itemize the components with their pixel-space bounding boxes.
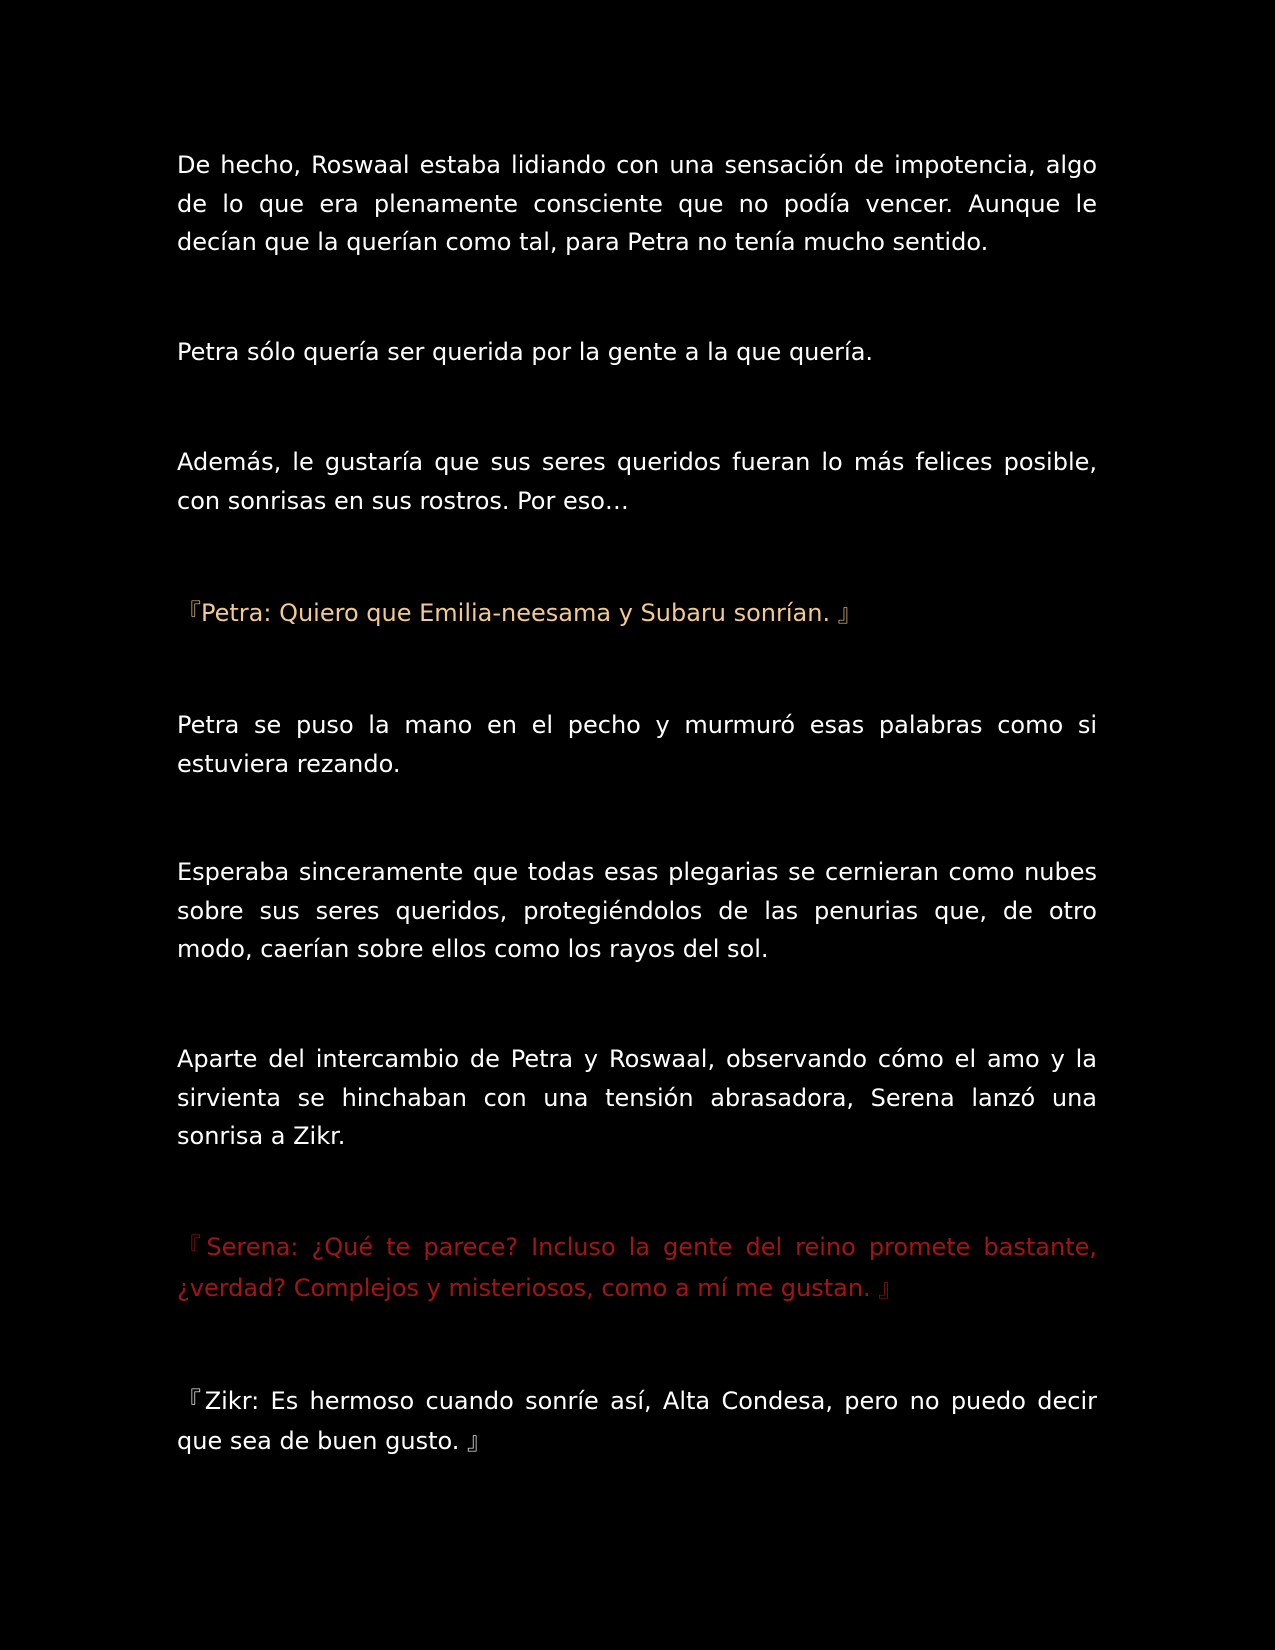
dialogue-zikr: 『Zikr: Es hermoso cuando sonríe así, Alta Condesa, pero no puedo decir que sea de buen gusto. 』 xyxy=(177,1387,1097,1455)
paragraph-narration: Petra sólo quería ser querida por la gente a la que quería. xyxy=(177,338,874,366)
paragraph-narration: Aparte del intercambio de Petra y Roswaal, observando cómo el amo y la sirvienta se hinchaban con una tensión abrasadora, Serena lanzó una sonrisa a Zikr. xyxy=(177,1045,1097,1150)
dialogue-petra: 『Petra: Quiero que Emilia-neesama y Subaru sonrían. 』 xyxy=(177,599,862,627)
paragraph-narration: Esperaba sinceramente que todas esas plegarias se cernieran como nubes sobre sus seres queridos, protegiéndolos de las penurias que, de otro modo, caerían sobre ellos como los rayos del sol. xyxy=(177,858,1097,963)
dialogue-serena: 『Serena: ¿Qué te parece? Incluso la gente del reino promete bastante, ¿verdad? Complejos y misteriosos, como a mí me gustan. 』 xyxy=(177,1233,1097,1302)
paragraph-narration: Petra se puso la mano en el pecho y murmuró esas palabras como si estuviera rezando. xyxy=(177,711,1097,778)
paragraph-narration: Además, le gustaría que sus seres queridos fueran lo más felices posible, con sonrisas en sus rostros. Por eso… xyxy=(177,448,1097,515)
paragraph-narration: De hecho, Roswaal estaba lidiando con una sensación de impotencia, algo de lo que era plenamente consciente que no podía vencer. Aunque le decían que la querían como tal, para Petra no tenía mucho sentido. xyxy=(177,151,1097,256)
